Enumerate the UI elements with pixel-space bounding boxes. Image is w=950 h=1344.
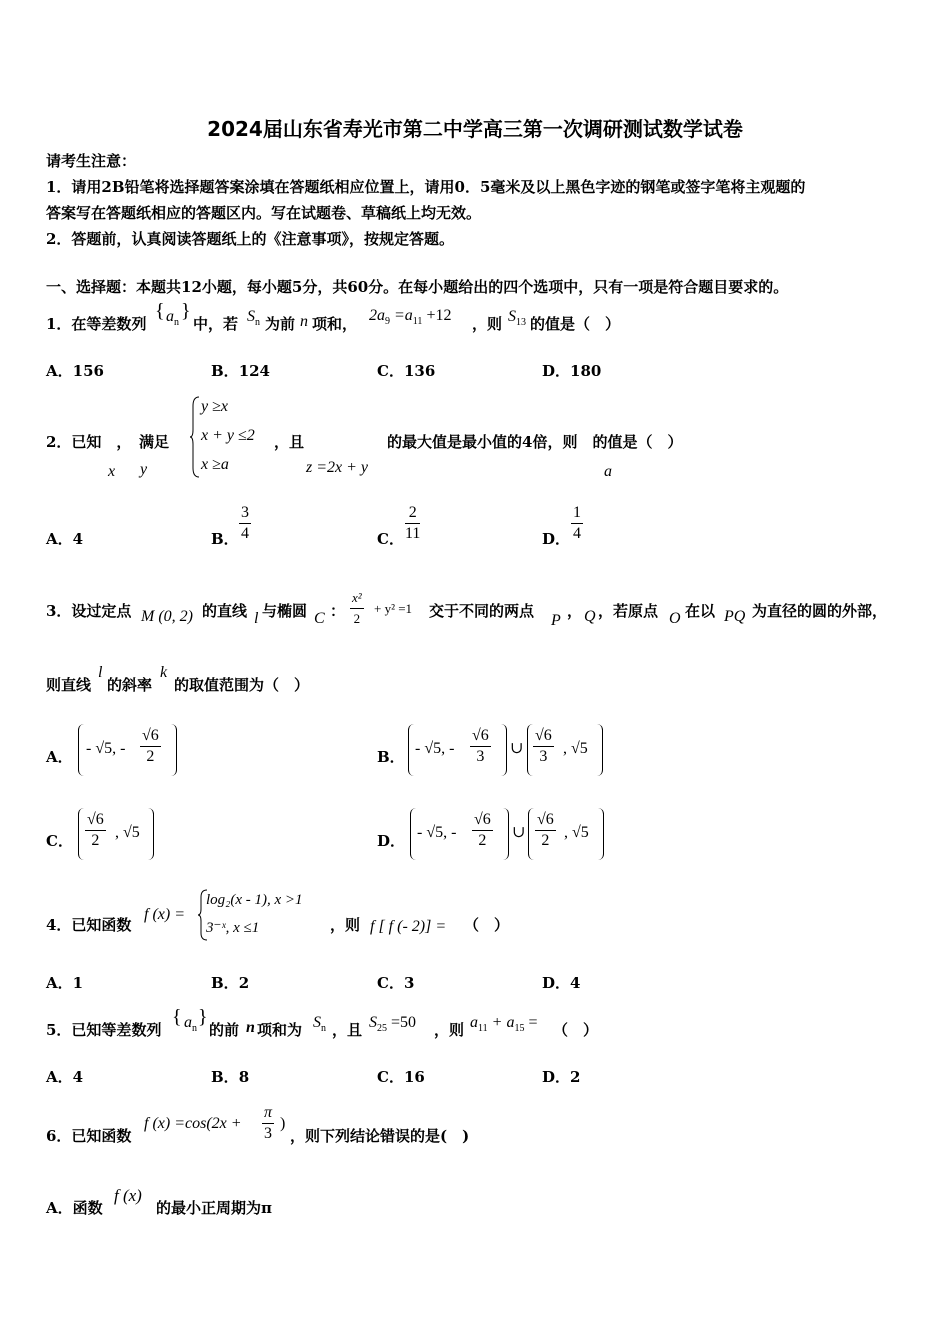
q3-option-a-fraction: $\frac{√6}{2}$ — [142, 727, 159, 765]
q5-option-d[interactable]: D．2 — [542, 1068, 581, 1086]
q6-option-a-text: 的最小正周期为π — [156, 1199, 272, 1217]
q4-option-a[interactable]: A．1 — [46, 974, 84, 992]
q3-text-9: 为直径的圆的外部， — [752, 602, 888, 620]
q5-sn: $S_n$ — [313, 1014, 326, 1034]
notice-line-3: 2．答题前，认真阅读答题纸上的《注意事项》，按规定答题。 — [46, 230, 454, 248]
q4-composition: f [ f (- 2)] = — [370, 918, 447, 935]
q3-option-b-fraction-1: $\frac{√6}{3}$ — [472, 727, 489, 765]
q3-ellipse-rest: + y² =1 — [374, 601, 413, 616]
q3-text-7: ，若原点 — [598, 602, 659, 620]
q2-option-c-fraction: $\frac{2}{11}$ — [405, 504, 421, 542]
q5-text-3: 项和为 — [257, 1021, 303, 1039]
notice-line-2: 答案写在答题纸相应的答题区内。写在试题卷、草稿纸上均无效。 — [46, 204, 482, 222]
q2-a: a — [604, 463, 612, 480]
q1-text-3: 为前 — [265, 315, 296, 333]
q1-text-6: 的值是（ ） — [530, 315, 621, 333]
q3-ellipse-c: C — [314, 610, 325, 627]
q4-case-2: 3⁻ˣ, x ≤1 — [206, 920, 260, 936]
q1-option-b[interactable]: B．124 — [211, 362, 270, 380]
q4-function: f (x) = — [144, 906, 185, 923]
q3-text-1: 3．设过定点 — [46, 602, 132, 620]
q3-option-d-post: , √5 — [564, 824, 589, 841]
q3-option-a[interactable]: A． — [46, 748, 73, 766]
q3-text-4: ： — [330, 602, 346, 620]
q2-option-d-fraction: $\frac{1}{4}$ — [573, 504, 581, 542]
q1-option-c[interactable]: C．136 — [377, 362, 436, 380]
q5-option-a[interactable]: A．4 — [46, 1068, 84, 1086]
q6-pi-over-3: $\frac{\pi}{3}$ — [264, 1104, 273, 1142]
q2-constraint-3: x ≥a — [201, 456, 229, 473]
q4-option-c[interactable]: C．3 — [377, 974, 415, 992]
q1-sn: $S_n$ — [247, 308, 260, 328]
q2-text-1: 2．已知 ， 满足 — [46, 433, 169, 451]
q3-segment-pq: PQ — [724, 608, 746, 625]
section-heading: 一、选择题：本题共12小题，每小题5分，共60分。在每小题给出的四个选项中，只有一项是符合题目要求的。 — [46, 278, 789, 296]
q4-option-d[interactable]: D．4 — [542, 974, 581, 992]
q3-point-p: P — [551, 612, 561, 629]
q5-sum: $a_{11} + a_{15}$ = — [470, 1014, 538, 1034]
q1-n: n — [300, 313, 308, 330]
q3-text-3: 与椭圆 — [262, 602, 308, 620]
q1-brace-left: { — [155, 300, 165, 322]
q3-option-b-pre: - √5, - — [415, 740, 455, 757]
q6-option-a-function: f (x) — [114, 1186, 142, 1205]
q3-option-b-union: ∪ — [510, 740, 524, 757]
q3-option-d-pre: - √5, - — [417, 824, 457, 841]
q4-text-1: 4．已知函数 — [46, 916, 132, 934]
q5-text-4: ，且 — [332, 1021, 363, 1039]
q3-line-l: l — [254, 610, 259, 627]
q3-option-b-fraction-2: $\frac{√6}{3}$ — [535, 727, 552, 765]
q3-text-11: 的斜率 — [107, 676, 153, 694]
q2-y: y — [140, 461, 148, 478]
q1-text-5: ，则 — [472, 315, 503, 333]
q4-text-3: （ ） — [464, 916, 510, 934]
q6-close-paren: ) — [280, 1115, 286, 1132]
q3-text-5: 交于不同的两点 — [429, 602, 535, 620]
q2-text-2: ，且 — [274, 433, 305, 451]
q6-function: f (x) =cos(2x + — [144, 1115, 242, 1132]
q1-text-4: 项和， — [312, 315, 358, 333]
q2-option-c[interactable]: C． — [377, 530, 404, 548]
q6-text-2: ，则下列结论错误的是( ) — [290, 1127, 470, 1145]
q3-text-2: 的直线 — [202, 602, 248, 620]
q2-constraint-2: x + y ≤2 — [201, 427, 255, 444]
q5-s25: $S_{25} =50$ — [369, 1014, 417, 1034]
q3-text-12: 的取值范围为（ ） — [174, 676, 310, 694]
q3-origin-o: O — [669, 610, 681, 627]
q3-text-8: 在以 — [685, 602, 716, 620]
q2-option-a[interactable]: A．4 — [46, 530, 84, 548]
q3-option-b-post: , √5 — [563, 740, 588, 757]
q2-text-3: 的最大值是最小值的4倍，则 的值是（ ） — [387, 433, 683, 451]
q3-text-10: 则直线 — [46, 676, 92, 694]
page-title: 2024届山东省寿光市第二中学高三第一次调研测试数学试卷 — [207, 117, 743, 141]
q2-x: x — [108, 463, 116, 480]
q3-option-d-fraction-1: $\frac{√6}{2}$ — [474, 811, 491, 849]
q2-option-b[interactable]: B． — [211, 530, 239, 548]
q3-point-q: Q — [584, 608, 596, 625]
q3-option-d-fraction-2: $\frac{√6}{2}$ — [537, 811, 554, 849]
q6-text-1: 6．已知函数 — [46, 1127, 132, 1145]
q5-option-c[interactable]: C．16 — [377, 1068, 425, 1086]
q1-brace-right: } — [181, 300, 191, 322]
q3-option-d-union: ∪ — [512, 824, 526, 841]
q2-option-d[interactable]: D． — [542, 530, 571, 548]
q3-option-d[interactable]: D． — [377, 832, 406, 850]
q3-option-b[interactable]: B． — [377, 748, 405, 766]
q3-text-6: ， — [567, 602, 583, 620]
q2-objective: z =2x + y — [306, 459, 369, 476]
q2-system-brace — [190, 396, 200, 478]
q1-seq: $a_n$ — [166, 308, 179, 328]
q2-constraint-1: y ≥x — [201, 398, 228, 415]
q5-text-1: 5．已知等差数列 — [46, 1021, 162, 1039]
q5-text-5: ，则 — [434, 1021, 465, 1039]
q1-s13: $S_{13}$ — [508, 308, 526, 328]
q3-option-a-pre: - √5, - — [86, 740, 126, 757]
q3-option-c-fraction: $\frac{√6}{2}$ — [87, 811, 104, 849]
q3-point-m: M (0, 2) — [141, 608, 193, 625]
q4-case-1: log₂(x - 1), x >1 — [206, 892, 303, 908]
q5-seq: $a_n$ — [184, 1014, 197, 1034]
q1-option-a[interactable]: A．156 — [46, 362, 104, 380]
q3-option-c-post: , √5 — [115, 824, 140, 841]
q3-option-c[interactable]: C． — [46, 832, 73, 850]
q3-ellipse-fraction: $\frac{\text{x²}}{2}$ — [352, 590, 362, 626]
q5-text-2: 的前 — [209, 1021, 240, 1039]
notice-heading: 请考生注意： — [46, 152, 137, 170]
q1-equation: $2a_9 =a_{11} +12$ — [369, 307, 452, 327]
q1-text-2: 中，若 — [193, 315, 239, 333]
notice-line-1: 1．请用2B铅笔将选择题答案涂填在答题纸相应位置上，请用0．5毫米及以上黑色字迹的钢笔或签字笔将主观题的 — [46, 178, 806, 196]
q5-n: n — [246, 1019, 255, 1036]
q4-option-b[interactable]: B．2 — [211, 974, 250, 992]
q6-option-a[interactable]: A．函数 — [46, 1199, 103, 1217]
q3-line-l-2: l — [98, 664, 103, 681]
q3-slope-k: k — [160, 664, 168, 681]
q5-option-b[interactable]: B．8 — [211, 1068, 250, 1086]
q2-option-b-fraction: $\frac{3}{4}$ — [241, 504, 249, 542]
q1-text-1: 1．在等差数列 — [46, 315, 147, 333]
q1-option-d[interactable]: D．180 — [542, 362, 602, 380]
q5-text-6: （ ） — [553, 1021, 599, 1039]
q5-brace-right: } — [198, 1006, 208, 1028]
q5-brace-left: { — [172, 1006, 182, 1028]
q4-text-2: ，则 — [330, 916, 361, 934]
